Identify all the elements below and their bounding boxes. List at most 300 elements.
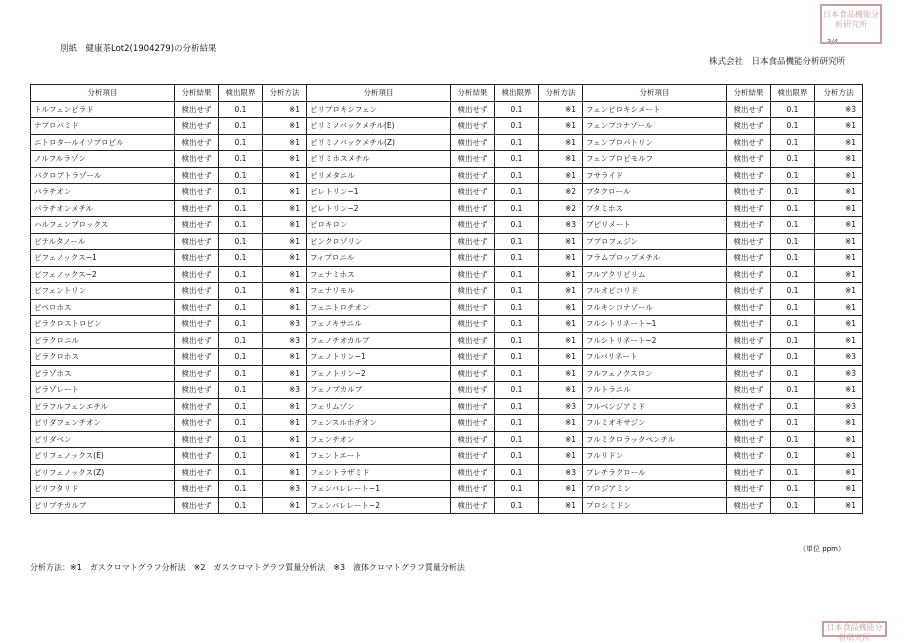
method-cell: ※1 — [539, 118, 583, 135]
item-name-cell: フルリドン — [583, 448, 727, 465]
result-cell: 検出せず — [175, 415, 219, 432]
result-cell: 検出せず — [175, 118, 219, 135]
method-cell: ※1 — [815, 415, 863, 432]
table-row — [31, 448, 863, 465]
method-cell: ※1 — [539, 431, 583, 448]
item-name-cell: ピリフタリド — [31, 481, 175, 498]
detection-limit-cell: 0.1 — [771, 365, 815, 382]
item-name-cell: ピリミノバックメチル(E) — [307, 118, 451, 135]
column-header: 分析方法 — [815, 85, 863, 102]
result-cell: 検出せず — [451, 398, 495, 415]
result-cell: 検出せず — [451, 266, 495, 283]
method-cell: ※1 — [263, 431, 307, 448]
detection-limit-cell: 0.1 — [771, 448, 815, 465]
result-cell: 検出せず — [451, 448, 495, 465]
method-cell: ※1 — [263, 365, 307, 382]
result-cell: 検出せず — [175, 316, 219, 333]
result-cell: 検出せず — [175, 217, 219, 234]
item-name-cell: ピリミホスメチル — [307, 151, 451, 168]
item-name-cell: トルフェンピラド — [31, 101, 175, 118]
item-name-cell: フルミオキサジン — [583, 415, 727, 432]
detection-limit-cell: 0.1 — [219, 365, 263, 382]
method-cell: ※1 — [815, 134, 863, 151]
detection-limit-cell: 0.1 — [219, 497, 263, 514]
table-row — [31, 200, 863, 217]
item-name-cell: ピリメタニル — [307, 167, 451, 184]
item-name-cell: ブタミホス — [583, 200, 727, 217]
result-cell: 検出せず — [727, 200, 771, 217]
detection-limit-cell: 0.1 — [219, 299, 263, 316]
detection-limit-cell: 0.1 — [495, 448, 539, 465]
result-cell: 検出せず — [175, 167, 219, 184]
result-cell: 検出せず — [451, 151, 495, 168]
item-name-cell: ピペロホス — [31, 299, 175, 316]
detection-limit-cell: 0.1 — [771, 118, 815, 135]
result-cell: 検出せず — [727, 415, 771, 432]
document-title: 別紙 健康茶Lot2(1904279)の分析結果 — [60, 44, 217, 54]
item-name-cell: フィプロニル — [307, 250, 451, 267]
item-name-cell: プロジアミン — [583, 481, 727, 498]
detection-limit-cell: 0.1 — [771, 283, 815, 300]
item-name-cell: ビフェノックス−1 — [31, 250, 175, 267]
method-cell: ※1 — [815, 200, 863, 217]
method-cell: ※1 — [539, 167, 583, 184]
item-name-cell: ニトロタールイソプロピル — [31, 134, 175, 151]
method-cell: ※1 — [815, 497, 863, 514]
detection-limit-cell: 0.1 — [219, 167, 263, 184]
result-cell: 検出せず — [175, 101, 219, 118]
table-row — [31, 415, 863, 432]
method-cell: ※1 — [539, 134, 583, 151]
result-cell: 検出せず — [175, 398, 219, 415]
item-name-cell: フルアクリピリム — [583, 266, 727, 283]
method-cell: ※3 — [263, 382, 307, 399]
method-cell: ※1 — [539, 316, 583, 333]
detection-limit-cell: 0.1 — [495, 349, 539, 366]
detection-limit-cell: 0.1 — [219, 118, 263, 135]
table-row — [31, 497, 863, 514]
result-cell: 検出せず — [451, 184, 495, 201]
result-cell: 検出せず — [727, 134, 771, 151]
method-cell: ※1 — [263, 283, 307, 300]
result-cell: 検出せず — [727, 101, 771, 118]
item-name-cell: ナプロパミド — [31, 118, 175, 135]
result-cell: 検出せず — [175, 299, 219, 316]
table-row — [31, 481, 863, 498]
detection-limit-cell: 0.1 — [495, 299, 539, 316]
method-legend: 分析方法：※1 ガスクロマトグラフ分析法 ※2 ガスクロマトグラフ質量分析法 ※3 液体クロマトグラフ質量分析法 — [30, 563, 465, 572]
item-name-cell: フェンバレレート−1 — [307, 481, 451, 498]
item-name-cell: ビフェノックス−2 — [31, 266, 175, 283]
item-name-cell: ピリミノバックメチル(Z) — [307, 134, 451, 151]
detection-limit-cell: 0.1 — [219, 134, 263, 151]
table-row — [31, 266, 863, 283]
item-name-cell: フェノキサニル — [307, 316, 451, 333]
result-cell: 検出せず — [727, 431, 771, 448]
item-name-cell: フラムプロップメチル — [583, 250, 727, 267]
detection-limit-cell: 0.1 — [495, 332, 539, 349]
method-cell: ※1 — [815, 431, 863, 448]
method-cell: ※3 — [815, 101, 863, 118]
result-cell: 検出せず — [727, 316, 771, 333]
result-cell: 検出せず — [451, 283, 495, 300]
detection-limit-cell: 0.1 — [771, 250, 815, 267]
result-cell: 検出せず — [451, 365, 495, 382]
result-cell: 検出せず — [451, 497, 495, 514]
method-cell: ※1 — [263, 497, 307, 514]
detection-limit-cell: 0.1 — [771, 134, 815, 151]
item-name-cell: フェノブカルブ — [307, 382, 451, 399]
item-name-cell: フルシトリネート−1 — [583, 316, 727, 333]
detection-limit-cell: 0.1 — [495, 101, 539, 118]
result-cell: 検出せず — [451, 250, 495, 267]
item-name-cell: フェリムゾン — [307, 398, 451, 415]
item-name-cell: フェントエート — [307, 448, 451, 465]
result-cell: 検出せず — [451, 481, 495, 498]
detection-limit-cell: 0.1 — [771, 349, 815, 366]
column-header: 分析結果 — [451, 85, 495, 102]
method-cell: ※1 — [815, 118, 863, 135]
result-cell: 検出せず — [727, 167, 771, 184]
method-cell: ※1 — [539, 349, 583, 366]
detection-limit-cell: 0.1 — [495, 118, 539, 135]
method-cell: ※1 — [815, 316, 863, 333]
method-cell: ※1 — [263, 200, 307, 217]
item-name-cell: フェンバレレート−2 — [307, 497, 451, 514]
detection-limit-cell: 0.1 — [219, 382, 263, 399]
detection-limit-cell: 0.1 — [219, 233, 263, 250]
method-cell: ※1 — [263, 464, 307, 481]
method-cell: ※1 — [539, 266, 583, 283]
result-cell: 検出せず — [727, 250, 771, 267]
result-cell: 検出せず — [451, 431, 495, 448]
method-cell: ※1 — [263, 118, 307, 135]
result-cell: 検出せず — [727, 481, 771, 498]
detection-limit-cell: 0.1 — [219, 266, 263, 283]
detection-limit-cell: 0.1 — [495, 365, 539, 382]
item-name-cell: ピリフェノックス(Z) — [31, 464, 175, 481]
method-cell: ※1 — [539, 497, 583, 514]
result-cell: 検出せず — [175, 497, 219, 514]
item-name-cell: フェナミホス — [307, 266, 451, 283]
result-cell: 検出せず — [451, 134, 495, 151]
item-name-cell: フルトラニル — [583, 382, 727, 399]
method-cell: ※1 — [263, 101, 307, 118]
table-row — [31, 250, 863, 267]
method-cell: ※1 — [815, 332, 863, 349]
method-cell: ※1 — [263, 349, 307, 366]
table-row — [31, 134, 863, 151]
detection-limit-cell: 0.1 — [495, 382, 539, 399]
detection-limit-cell: 0.1 — [219, 184, 263, 201]
item-name-cell: フェノチオカルブ — [307, 332, 451, 349]
detection-limit-cell: 0.1 — [771, 497, 815, 514]
result-cell: 検出せず — [727, 118, 771, 135]
column-header: 分析結果 — [727, 85, 771, 102]
item-name-cell: ピリダベン — [31, 431, 175, 448]
method-cell: ※1 — [539, 481, 583, 498]
result-cell: 検出せず — [727, 283, 771, 300]
item-name-cell: ピレトリン−2 — [307, 200, 451, 217]
method-cell: ※3 — [263, 481, 307, 498]
method-cell: ※3 — [539, 398, 583, 415]
detection-limit-cell: 0.1 — [219, 349, 263, 366]
column-header: 検出限界 — [771, 85, 815, 102]
result-cell: 検出せず — [451, 464, 495, 481]
result-cell: 検出せず — [175, 431, 219, 448]
detection-limit-cell: 0.1 — [219, 464, 263, 481]
item-name-cell: フェノトリン−1 — [307, 349, 451, 366]
method-cell: ※1 — [263, 398, 307, 415]
method-cell: ※1 — [263, 134, 307, 151]
item-name-cell: フルバリネート — [583, 349, 727, 366]
item-name-cell: ビフェントリン — [31, 283, 175, 300]
detection-limit-cell: 0.1 — [495, 266, 539, 283]
page-number: 3/4 — [827, 38, 839, 46]
item-name-cell: フルミクロラックペンチル — [583, 431, 727, 448]
result-cell: 検出せず — [451, 118, 495, 135]
detection-limit-cell: 0.1 — [495, 398, 539, 415]
result-cell: 検出せず — [175, 134, 219, 151]
detection-limit-cell: 0.1 — [219, 431, 263, 448]
item-name-cell: プロシミドン — [583, 497, 727, 514]
method-cell: ※1 — [539, 332, 583, 349]
item-name-cell: ピラゾホス — [31, 365, 175, 382]
detection-limit-cell: 0.1 — [495, 200, 539, 217]
item-name-cell: ピリプロキシフェン — [307, 101, 451, 118]
column-header: 分析方法 — [263, 85, 307, 102]
method-cell: ※1 — [263, 233, 307, 250]
result-cell: 検出せず — [451, 217, 495, 234]
item-name-cell: ブプロフェジン — [583, 233, 727, 250]
detection-limit-cell: 0.1 — [495, 250, 539, 267]
detection-limit-cell: 0.1 — [771, 299, 815, 316]
item-name-cell: フェンブコナゾール — [583, 118, 727, 135]
column-header: 検出限界 — [219, 85, 263, 102]
method-cell: ※1 — [539, 283, 583, 300]
table-row — [31, 217, 863, 234]
item-name-cell: パラチオンメチル — [31, 200, 175, 217]
item-name-cell: ノルフルラゾン — [31, 151, 175, 168]
method-cell: ※1 — [263, 184, 307, 201]
item-name-cell: フルベンジアミド — [583, 398, 727, 415]
table-row — [31, 184, 863, 201]
method-cell: ※3 — [539, 217, 583, 234]
result-cell: 検出せず — [727, 365, 771, 382]
method-cell: ※3 — [539, 464, 583, 481]
item-name-cell: パクロブトラゾール — [31, 167, 175, 184]
method-cell: ※1 — [263, 415, 307, 432]
result-cell: 検出せず — [175, 349, 219, 366]
detection-limit-cell: 0.1 — [219, 283, 263, 300]
method-cell: ※1 — [539, 448, 583, 465]
table-row — [31, 167, 863, 184]
method-cell: ※1 — [815, 184, 863, 201]
item-name-cell: フルシトリネート−2 — [583, 332, 727, 349]
method-cell: ※1 — [539, 382, 583, 399]
result-cell: 検出せず — [451, 299, 495, 316]
item-name-cell: フェンプロパトリン — [583, 134, 727, 151]
item-name-cell: フェンピロキシメート — [583, 101, 727, 118]
method-cell: ※3 — [263, 332, 307, 349]
item-name-cell: フェナリモル — [307, 283, 451, 300]
detection-limit-cell: 0.1 — [771, 398, 815, 415]
item-name-cell: ピリフェノックス(E) — [31, 448, 175, 465]
detection-limit-cell: 0.1 — [495, 184, 539, 201]
company-seal-bottom: 日本食品機能分析研究所 — [822, 621, 887, 637]
table-row — [31, 233, 863, 250]
result-cell: 検出せず — [175, 332, 219, 349]
company-name: 株式会社 日本食品機能分析研究所 — [708, 57, 845, 67]
item-name-cell: ビテルタノール — [31, 233, 175, 250]
detection-limit-cell: 0.1 — [771, 431, 815, 448]
item-name-cell: ピレトリン−1 — [307, 184, 451, 201]
result-cell: 検出せず — [727, 349, 771, 366]
company-seal-top: 日本食品機能分析研究所 — [820, 4, 882, 44]
detection-limit-cell: 0.1 — [219, 151, 263, 168]
detection-limit-cell: 0.1 — [495, 481, 539, 498]
detection-limit-cell: 0.1 — [495, 151, 539, 168]
result-cell: 検出せず — [175, 448, 219, 465]
detection-limit-cell: 0.1 — [495, 431, 539, 448]
result-cell: 検出せず — [727, 299, 771, 316]
detection-limit-cell: 0.1 — [219, 250, 263, 267]
detection-limit-cell: 0.1 — [771, 151, 815, 168]
detection-limit-cell: 0.1 — [771, 415, 815, 432]
method-cell: ※1 — [539, 299, 583, 316]
method-cell: ※1 — [539, 151, 583, 168]
result-cell: 検出せず — [175, 200, 219, 217]
item-name-cell: プレチラクロール — [583, 464, 727, 481]
item-name-cell: ピラクロニル — [31, 332, 175, 349]
detection-limit-cell: 0.1 — [495, 283, 539, 300]
table-row — [31, 283, 863, 300]
result-cell: 検出せず — [175, 283, 219, 300]
table-row — [31, 398, 863, 415]
result-cell: 検出せず — [451, 382, 495, 399]
method-cell: ※3 — [815, 365, 863, 382]
column-header: 分析結果 — [175, 85, 219, 102]
result-cell: 検出せず — [727, 217, 771, 234]
detection-limit-cell: 0.1 — [495, 497, 539, 514]
item-name-cell: フルキンコナゾール — [583, 299, 727, 316]
method-cell: ※1 — [815, 250, 863, 267]
column-header: 分析方法 — [539, 85, 583, 102]
detection-limit-cell: 0.1 — [771, 382, 815, 399]
item-name-cell: フェニトロチオン — [307, 299, 451, 316]
result-cell: 検出せず — [175, 250, 219, 267]
method-cell: ※1 — [815, 233, 863, 250]
result-cell: 検出せず — [175, 481, 219, 498]
result-cell: 検出せず — [727, 233, 771, 250]
detection-limit-cell: 0.1 — [219, 101, 263, 118]
item-name-cell: ピラクロホス — [31, 349, 175, 366]
table-row — [31, 382, 863, 399]
item-name-cell: フルフェノクスロン — [583, 365, 727, 382]
detection-limit-cell: 0.1 — [495, 464, 539, 481]
method-cell: ※1 — [263, 299, 307, 316]
item-name-cell: ピロキロン — [307, 217, 451, 234]
result-cell: 検出せず — [451, 200, 495, 217]
detection-limit-cell: 0.1 — [771, 184, 815, 201]
item-name-cell: フルオピコリド — [583, 283, 727, 300]
detection-limit-cell: 0.1 — [771, 332, 815, 349]
detection-limit-cell: 0.1 — [495, 316, 539, 333]
column-header: 検出限界 — [495, 85, 539, 102]
table-row — [31, 316, 863, 333]
method-cell: ※1 — [263, 448, 307, 465]
result-cell: 検出せず — [175, 151, 219, 168]
method-cell: ※1 — [263, 151, 307, 168]
method-cell: ※1 — [815, 283, 863, 300]
result-cell: 検出せず — [451, 101, 495, 118]
result-cell: 検出せず — [175, 184, 219, 201]
method-cell: ※1 — [815, 266, 863, 283]
method-cell: ※1 — [539, 101, 583, 118]
result-cell: 検出せず — [451, 332, 495, 349]
item-name-cell: フェントラザミド — [307, 464, 451, 481]
method-cell: ※2 — [539, 184, 583, 201]
column-header: 分析項目 — [583, 85, 727, 102]
item-name-cell: ピリダフェンチオン — [31, 415, 175, 432]
result-cell: 検出せず — [175, 233, 219, 250]
item-name-cell: ピラフルフェンエチル — [31, 398, 175, 415]
detection-limit-cell: 0.1 — [771, 233, 815, 250]
method-cell: ※1 — [263, 167, 307, 184]
result-cell: 検出せず — [727, 464, 771, 481]
method-cell: ※3 — [815, 398, 863, 415]
method-cell: ※1 — [815, 151, 863, 168]
detection-limit-cell: 0.1 — [771, 101, 815, 118]
result-cell: 検出せず — [451, 415, 495, 432]
method-cell: ※3 — [263, 316, 307, 333]
result-cell: 検出せず — [175, 266, 219, 283]
table-header-row — [31, 85, 863, 102]
method-cell: ※1 — [815, 481, 863, 498]
detection-limit-cell: 0.1 — [219, 448, 263, 465]
detection-limit-cell: 0.1 — [219, 415, 263, 432]
method-cell: ※1 — [539, 233, 583, 250]
detection-limit-cell: 0.1 — [495, 217, 539, 234]
item-name-cell: ブタクロール — [583, 184, 727, 201]
detection-limit-cell: 0.1 — [219, 398, 263, 415]
item-name-cell: フェンプロピモルフ — [583, 151, 727, 168]
table-row — [31, 464, 863, 481]
item-name-cell: ピリブチカルブ — [31, 497, 175, 514]
method-cell: ※1 — [539, 415, 583, 432]
table-row — [31, 431, 863, 448]
column-header: 分析項目 — [31, 85, 175, 102]
method-cell: ※1 — [263, 266, 307, 283]
detection-limit-cell: 0.1 — [219, 316, 263, 333]
detection-limit-cell: 0.1 — [771, 266, 815, 283]
table-row — [31, 151, 863, 168]
detection-limit-cell: 0.1 — [219, 332, 263, 349]
table-row — [31, 349, 863, 366]
detection-limit-cell: 0.1 — [771, 217, 815, 234]
detection-limit-cell: 0.1 — [219, 200, 263, 217]
table-row — [31, 101, 863, 118]
result-cell: 検出せず — [727, 151, 771, 168]
item-name-cell: ブピリメート — [583, 217, 727, 234]
detection-limit-cell: 0.1 — [495, 167, 539, 184]
result-cell: 検出せず — [727, 382, 771, 399]
detection-limit-cell: 0.1 — [771, 481, 815, 498]
item-name-cell: フェンチオン — [307, 431, 451, 448]
item-name-cell: フェノトリン−2 — [307, 365, 451, 382]
item-name-cell: ピンクロゾリン — [307, 233, 451, 250]
item-name-cell: ピラクロストロビン — [31, 316, 175, 333]
